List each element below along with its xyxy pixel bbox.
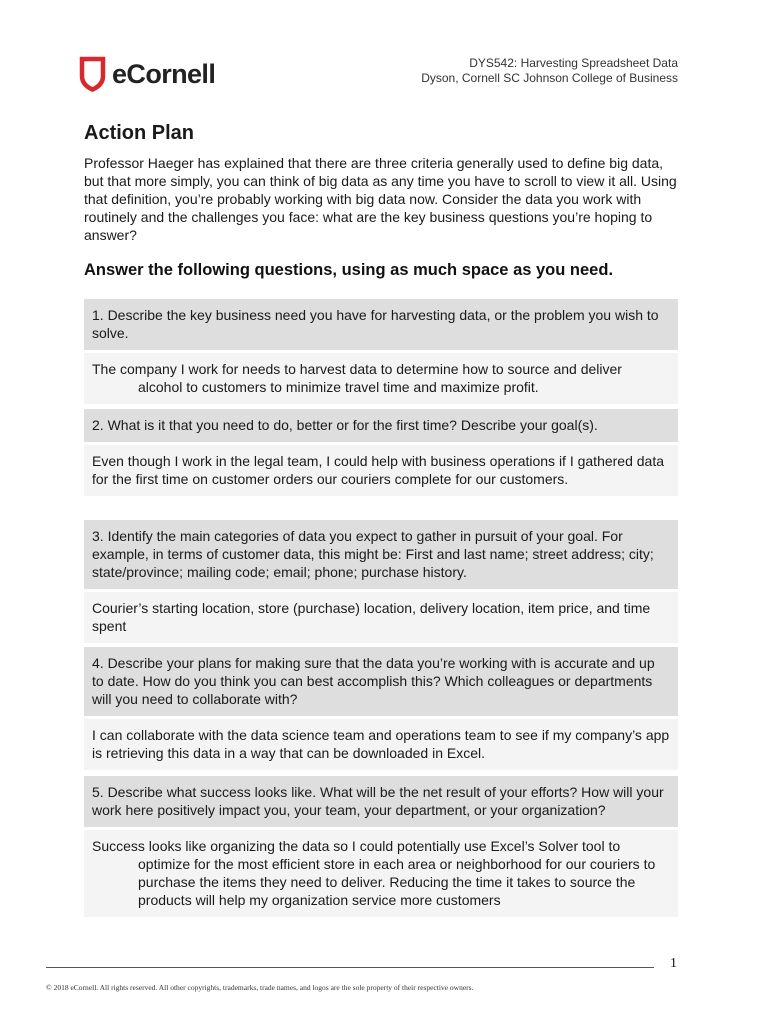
answer-1-continued: alcohol to customers to minimize travel time and maximize profit. (138, 379, 539, 395)
answer-2-line: Even though I work in the legal team, I could help with business operations if I gathered data for the first time on customer orders our couriers complete for our customers. (92, 453, 665, 487)
intro-paragraph: Professor Haeger has explained that there are three criteria generally used to define big data, but that more simply, you can think of big data as any time you have to scroll to view it all. Using that definition, you’re probably working with big data now. Consider the data you work with routinely and the challenges you face: what are the key business questions you’re hoping to answer? (84, 155, 677, 243)
answer-3[interactable] (84, 592, 678, 643)
answer-5[interactable] (84, 830, 678, 917)
question-2: 2. What is it that you need to do, better or for the first time? Describe your goal(s). (84, 409, 678, 442)
course-instructor: Dyson, Cornell SC Johnson College of Business (421, 71, 678, 85)
ecornell-logo (79, 55, 215, 93)
question-block-3 (84, 520, 678, 643)
question-1: 1. Describe the key business need you have for harvesting data, or the problem you wish to solve. (84, 299, 678, 350)
answer-4-line: I can collaborate with the data science team and operations team to see if my company’s app is retrieving this data in a way that can be downloaded in Excel. (92, 727, 670, 761)
copyright-notice: © 2018 eCornell. All rights reserved. All other copyrights, trademarks, trade names, and logos are the sole property of their respective owners. (46, 983, 474, 992)
question-block-5 (84, 776, 678, 917)
answer-4[interactable] (84, 719, 678, 770)
page-number: 1 (670, 956, 677, 971)
page-title: Action Plan (84, 122, 195, 144)
answer-1[interactable] (84, 353, 678, 404)
course-code: DYS542: Harvesting Spreadsheet Data (469, 56, 678, 70)
shield-icon (79, 56, 106, 92)
answer-5-continued: optimize for the most efficient store in each area or neighborhood for our couriers to purchase the items they need to deliver. Reducing the time it takes to source the products will help my organization service more customers (138, 856, 656, 908)
logo-text: eCornell (112, 58, 216, 89)
answer-1-line: The company I work for needs to harvest data to determine how to source and deliver (92, 361, 622, 377)
instruction-heading: Answer the following questions, using as much space as you need. (84, 261, 614, 279)
question-3: 3. Identify the main categories of data you expect to gather in pursuit of your goal. For example, in terms of customer data, this might be: First and last name; street address; city; state/province; mailing code; email; phone; purchase history. (84, 520, 678, 589)
answer-3-line: Courier’s starting location, store (purchase) location, delivery location, item price, and time spent (92, 600, 651, 634)
course-header (421, 56, 678, 86)
question-4: 4. Describe your plans for making sure that the data you’re working with is accurate and up to date. How do you think you can best accomplish this? Which colleagues or departments will you need to collaborate with? (84, 647, 678, 716)
question-block-1 (84, 299, 678, 404)
question-5: 5. Describe what success looks like. What will be the net result of your efforts? How will your work here positively impact you, your team, your department, or your organization? (84, 776, 678, 827)
answer-5-line: Success looks like organizing the data so I could potentially use Excel’s Solver tool to (92, 838, 621, 854)
question-block-4 (84, 647, 678, 770)
footer-divider (46, 967, 654, 968)
question-block-2 (84, 409, 678, 496)
answer-2[interactable] (84, 445, 678, 496)
